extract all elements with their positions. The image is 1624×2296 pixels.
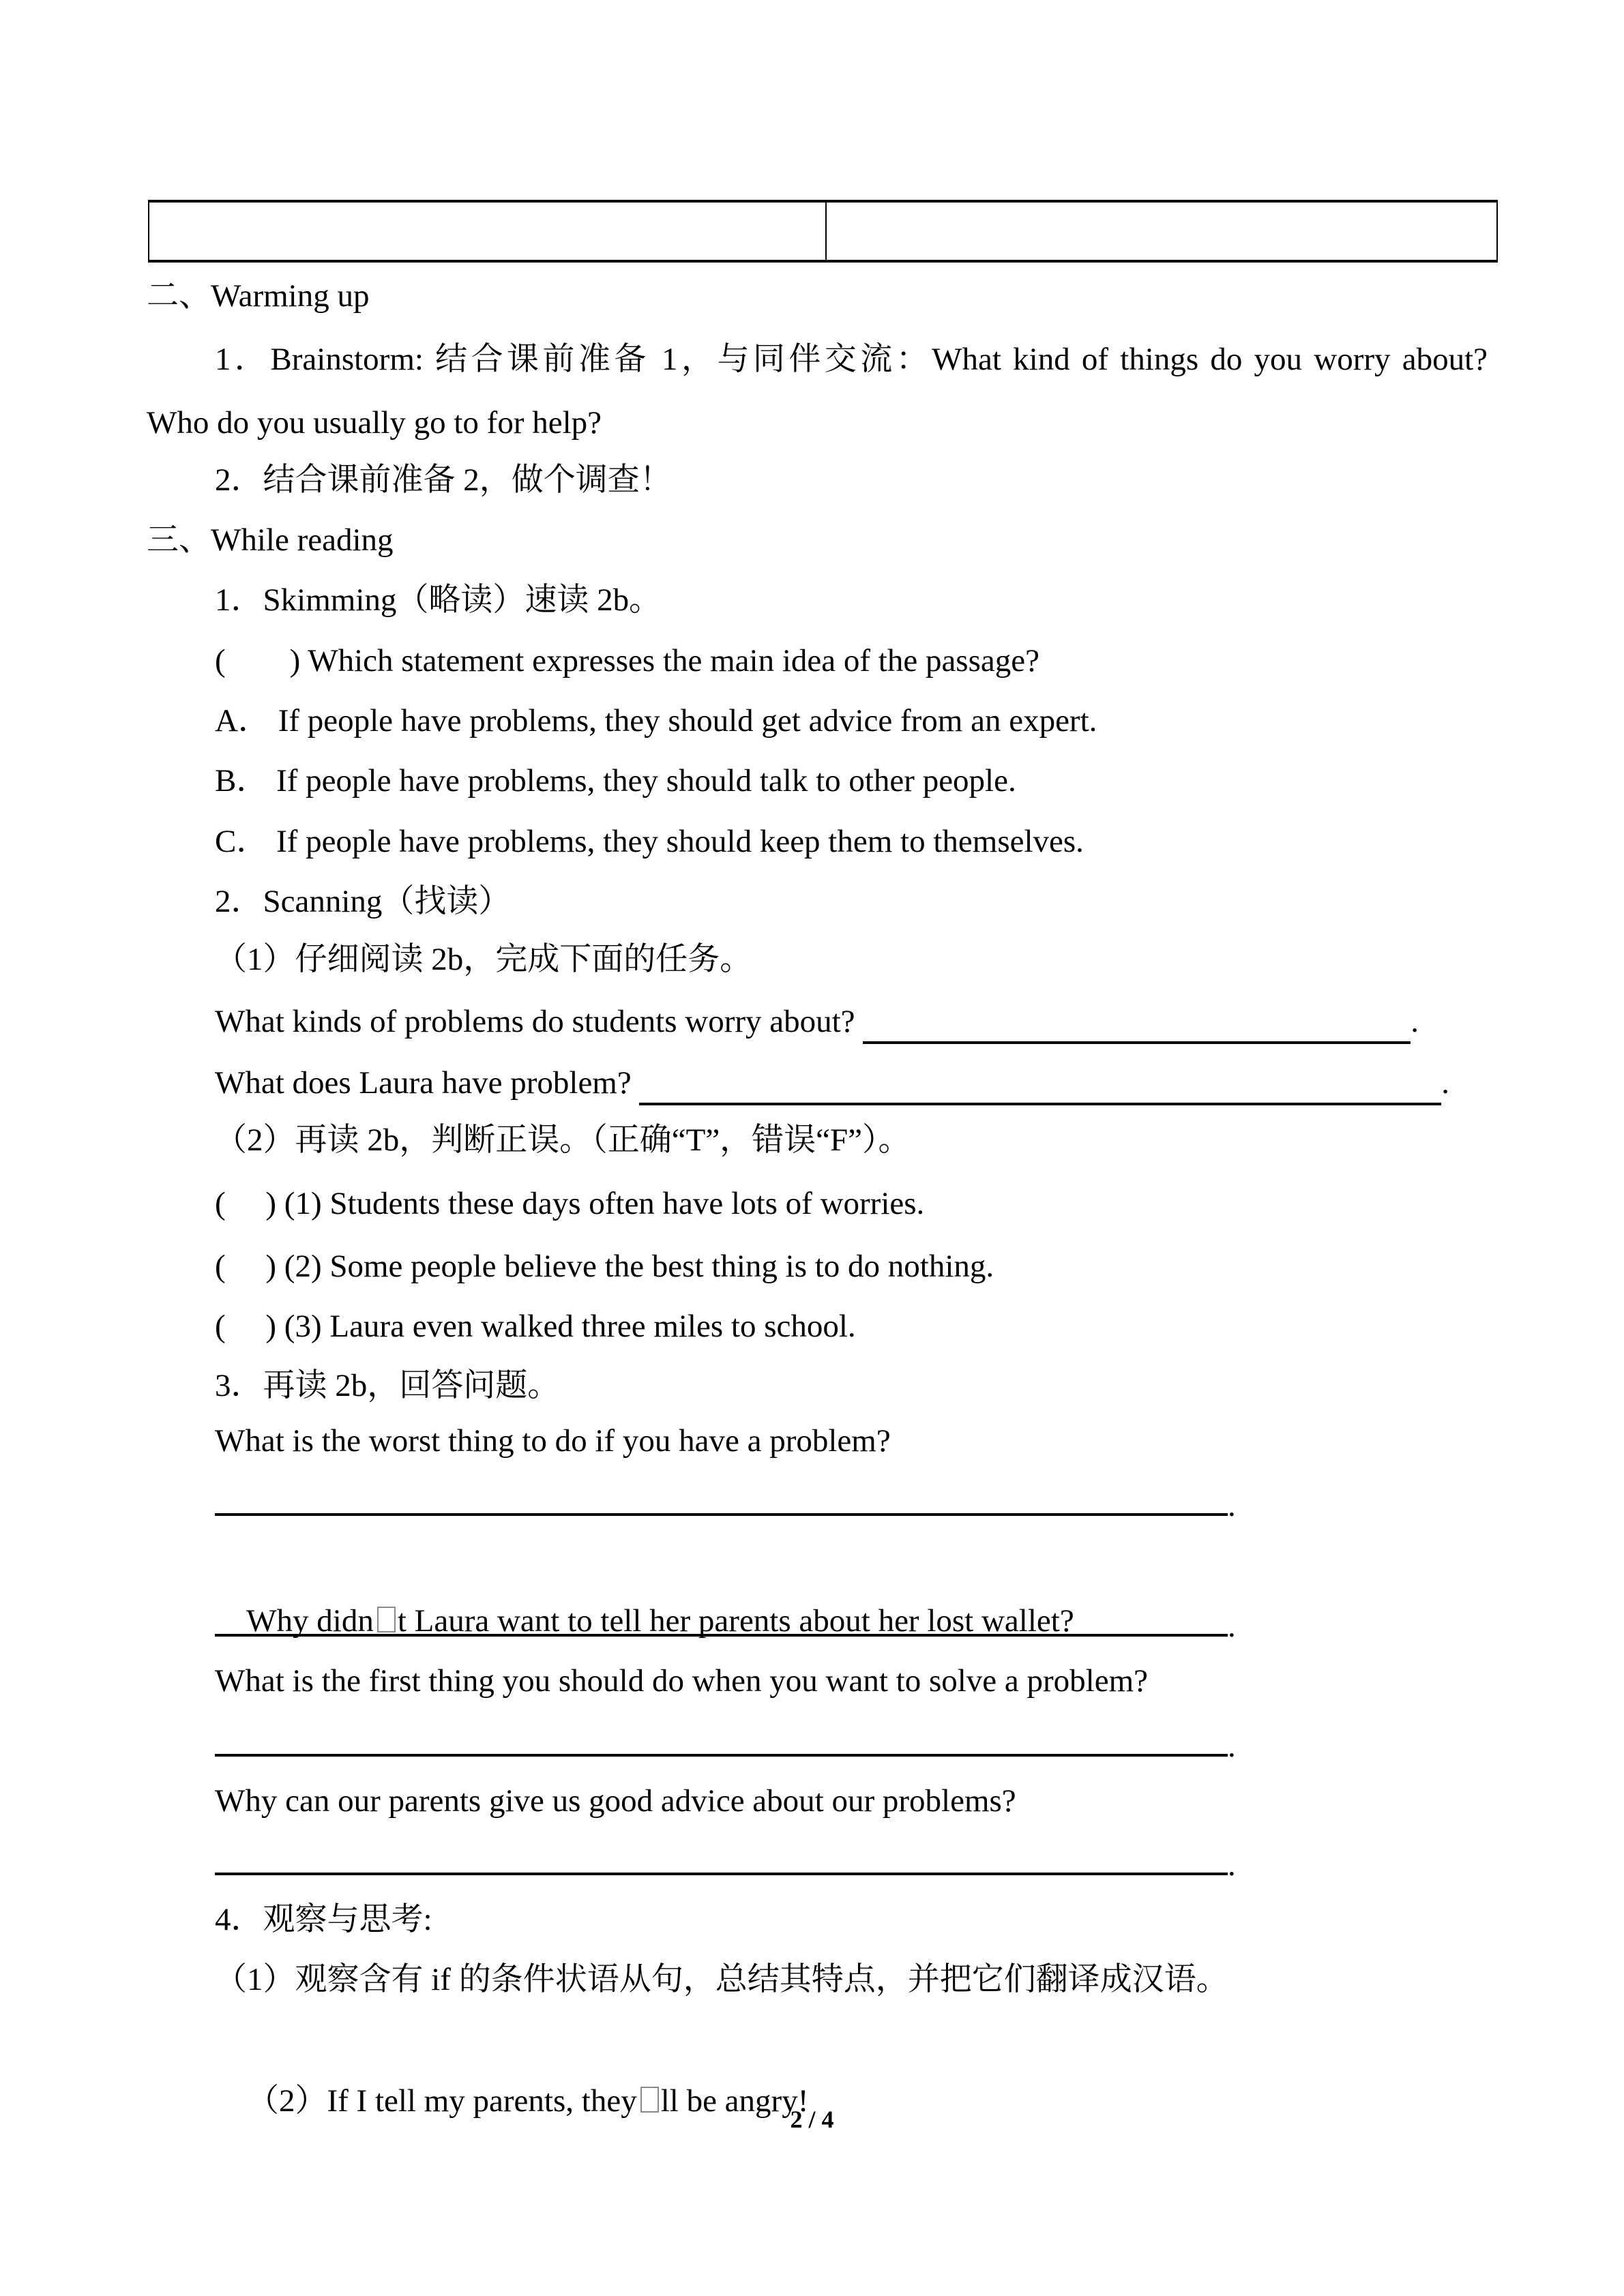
answer-rule: [215, 1828, 1228, 1875]
answer-blank-3: [215, 1712, 1236, 1764]
option-b: B． If people have problems, they should talk to other people.: [215, 763, 1016, 799]
header-table-cell-right: [827, 203, 1496, 260]
scan-question-1: [147, 991, 1419, 1052]
blank-period: .: [1228, 1847, 1236, 1883]
observe-sub-2-after: ll be angry!: [660, 2083, 809, 2119]
blank-period: .: [1441, 1065, 1449, 1101]
blank-period: .: [1411, 1004, 1419, 1039]
scan-question-2-text: What does Laura have problem?: [215, 1065, 640, 1101]
heading-while-reading: 三、While reading: [147, 522, 394, 558]
reading-question-2-before: Why didn: [246, 1603, 374, 1639]
answer-blank-2: [215, 1592, 1236, 1644]
option-c: C． If people have problems, they should keep them to themselves.: [215, 824, 1084, 859]
tf-item-2: ( ) (2) Some people believe the best thing is to do nothing.: [215, 1249, 994, 1284]
heading-warming-up: 二、Warming up: [147, 278, 370, 314]
scan-answer-blank-1: [863, 1041, 1411, 1044]
reading-question-2-after: t Laura want to tell her parents about her lost wallet?: [397, 1603, 1074, 1639]
survey-item: 2．结合课前准备 2，做个调查！: [215, 462, 672, 498]
reading-question-1: What is the worst thing to do if you have a problem?: [215, 1423, 891, 1459]
scan-question-1-text: What kinds of problems do students worry about?: [215, 1004, 863, 1039]
scan-question-2: [147, 1052, 1449, 1114]
tf-item-3: ( ) (3) Laura even walked three miles to school.: [215, 1309, 856, 1344]
answer-blank-1: [215, 1471, 1236, 1523]
brainstorm-continuation: Who do you usually go to for help?: [147, 405, 602, 441]
scanning-task-2: （2）再读 2b，判断正误。（正确“T”，错误“F”）。: [215, 1122, 911, 1158]
page-number: 2 / 4: [790, 2106, 834, 2133]
observe-item: 4．观察与思考:: [215, 1902, 432, 1937]
header-table: [148, 200, 1498, 263]
observe-sub-2-before: （2）If I tell my parents, they: [247, 2083, 637, 2119]
tf-item-1: ( ) (1) Students these days often have lots of worries.: [215, 1186, 925, 1221]
reading-question-3: What is the first thing you should do when you want to solve a problem?: [215, 1663, 1149, 1699]
reread-item: 3．再读 2b，回答问题。: [215, 1368, 560, 1403]
scanning-item: 2．Scanning（找读）: [215, 884, 511, 919]
answer-blank-4: [215, 1830, 1236, 1883]
blank-period: .: [1228, 1609, 1236, 1644]
observe-sub-1: （1）观察含有 if 的条件状语从句，总结其特点，并把它们翻译成汉语。: [215, 1962, 1228, 1997]
option-a: A． If people have problems, they should get advice from an expert.: [215, 703, 1097, 739]
skimming-item: 1．Skimming（略读）速读 2b。: [215, 582, 662, 618]
answer-rule: [215, 1468, 1228, 1516]
brainstorm-item: 1．Brainstorm: 结合课前准备 1，与同伴交流：What kind of things do you worry about?: [215, 342, 1488, 377]
header-table-cell-left: [149, 203, 827, 260]
reading-question-4: Why can our parents give us good advice about our problems?: [215, 1783, 1016, 1819]
answer-rule: [215, 1709, 1228, 1757]
observe-sub-2: [147, 2009, 1556, 2193]
blank-period: .: [1228, 1729, 1236, 1764]
scan-answer-blank-2: [639, 1103, 1441, 1105]
blank-period: .: [1228, 1488, 1236, 1523]
main-idea-question: ( ) Which statement expresses the main idea of the passage?: [215, 643, 1039, 679]
scanning-task-1: （1）仔细阅读 2b，完成下面的任务。: [215, 942, 752, 977]
answer-rule: [215, 1589, 1228, 1637]
